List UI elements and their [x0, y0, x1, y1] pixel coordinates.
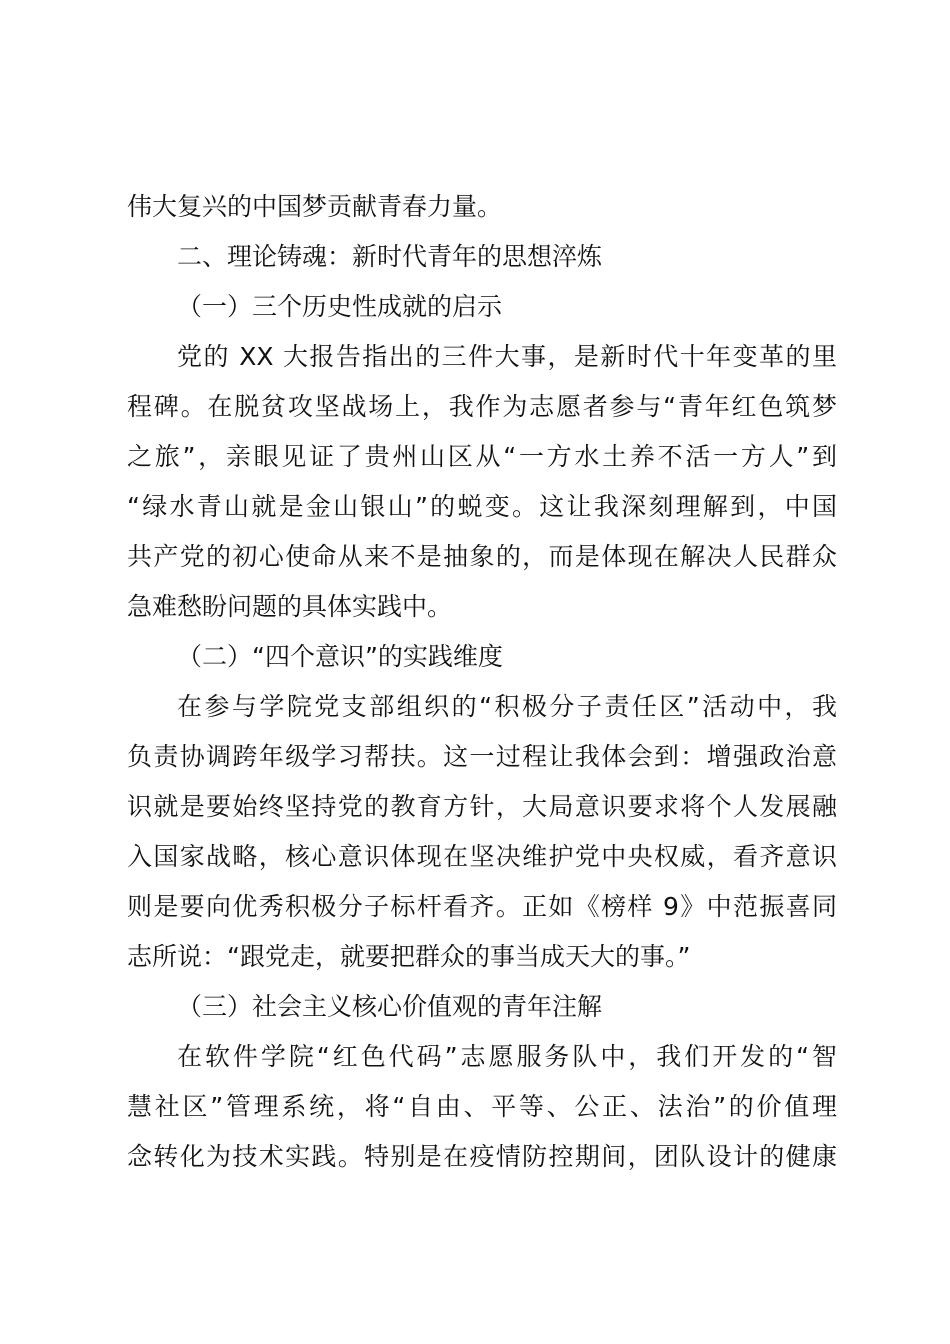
- paragraph-continuation-line: 伟大复兴的中国梦贡献青春力量。: [127, 192, 503, 221]
- subsection-heading-1: （一）三个历史性成就的启示: [177, 292, 503, 321]
- paragraph-1-line-4: “绿水青山就是金山银山”的蜕变。这让我深刻理解到，中国: [127, 492, 837, 521]
- paragraph-2-line-3: 识就是要始终坚持党的教育方针，大局意识要求将个人发展融: [127, 792, 837, 821]
- subsection-heading-2: （二）“四个意识”的实践维度: [177, 642, 503, 671]
- paragraph-3-line-1: 在软件学院“红色代码”志愿服务队中，我们开发的“智: [177, 1042, 837, 1071]
- paragraph-1-line-1: 党的 XX 大报告指出的三件大事，是新时代十年变革的里: [177, 342, 837, 371]
- paragraph-1-line-5: 共产党的初心使命从来不是抽象的，而是体现在解决人民群众: [127, 542, 837, 571]
- paragraph-1-line-2: 程碑。在脱贫攻坚战场上，我作为志愿者参与“青年红色筑梦: [127, 392, 837, 421]
- paragraph-3-line-3: 念转化为技术实践。特别是在疫情防控期间，团队设计的健康: [127, 1142, 837, 1171]
- paragraph-2-line-4: 入国家战略，核心意识体现在坚决维护党中央权威，看齐意识: [127, 842, 837, 871]
- paragraph-2-line-2: 负责协调跨年级学习帮扶。这一过程让我体会到：增强政治意: [127, 742, 837, 771]
- paragraph-1-line-6: 急难愁盼问题的具体实践中。: [127, 592, 453, 621]
- paragraph-1-line-3: 之旅”，亲眼见证了贵州山区从“一方水土养不活一方人”到: [127, 442, 837, 471]
- paragraph-3-line-2: 慧社区”管理系统，将“自由、平等、公正、法治”的价值理: [127, 1092, 837, 1121]
- section-heading: 二、理论铸魂：新时代青年的思想淬炼: [177, 242, 603, 271]
- paragraph-2-line-1: 在参与学院党支部组织的“积极分子责任区”活动中，我: [177, 692, 837, 721]
- paragraph-2-line-5: 则是要向优秀积极分子标杆看齐。正如《榜样 9》中范振喜同: [127, 892, 837, 921]
- paragraph-2-line-6: 志所说：“跟党走，就要把群众的事当成天大的事。”: [127, 942, 691, 971]
- subsection-heading-3: （三）社会主义核心价值观的青年注解: [177, 992, 603, 1021]
